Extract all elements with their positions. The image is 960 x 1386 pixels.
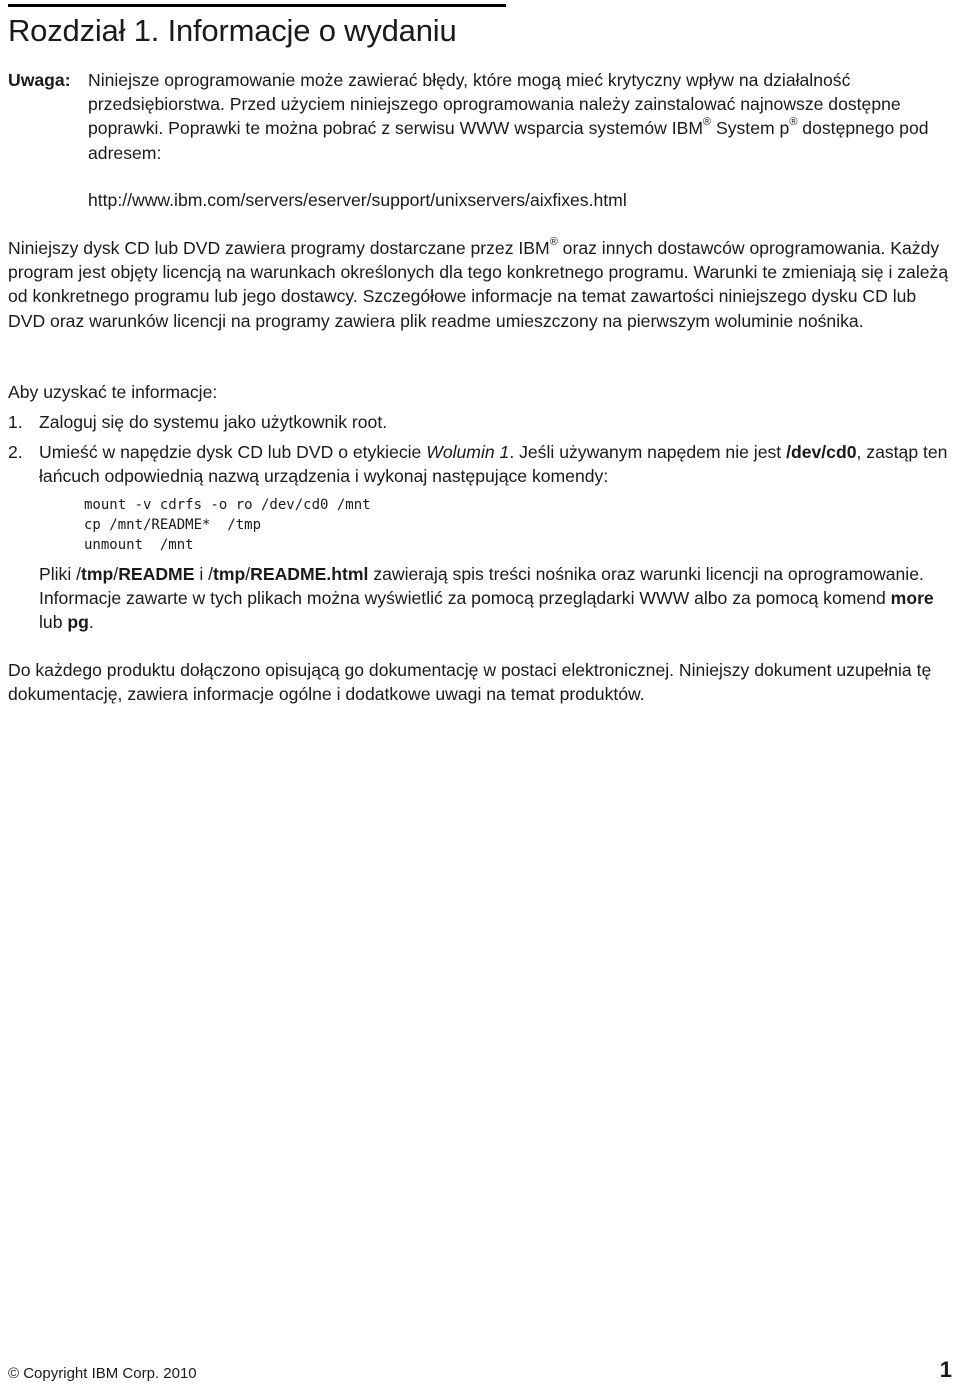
files-text: zawierają spis treści nośnika oraz warunki licencji na oprogramowanie. Informacje zawarte w tych plikach można wyświetlić za pomocą przeglądarki WWW albo za pomocą komend bbox=[39, 564, 924, 609]
step-number: 2. bbox=[8, 442, 23, 462]
paragraph-documentation: Do każdego produktu dołączono opisującą go dokumentację w postaci elektronicznej. Niniejszy dokument uzupełnia tę dokumentację, zawiera informacje ogólne i dodatkowe uwagi na temat produktów. bbox=[8, 660, 932, 705]
files-bold: pg bbox=[67, 612, 89, 633]
files-text: / bbox=[245, 564, 251, 584]
step-2 bbox=[8, 440, 958, 488]
note-label: Uwaga: bbox=[8, 70, 71, 90]
files-bold: tmp bbox=[81, 564, 114, 584]
page-number: 1 bbox=[939, 1357, 952, 1382]
files-bold: README bbox=[118, 564, 195, 584]
step-text: Zaloguj się do systemu jako użytkownik root. bbox=[39, 412, 388, 432]
paragraph-cd-contents bbox=[8, 236, 958, 333]
volume-label: Wolumin 1 bbox=[426, 442, 510, 462]
step-number: 1. bbox=[8, 412, 23, 432]
files-bold: tmp bbox=[213, 564, 246, 584]
files-bold: README.html bbox=[250, 564, 369, 584]
fixes-url[interactable]: http://www.ibm.com/servers/eserver/support/unixservers/aixfixes.html bbox=[88, 190, 627, 210]
files-text: / bbox=[113, 564, 119, 584]
device-name: /dev/cd0 bbox=[786, 442, 857, 462]
note-text-a: Niniejsze oprogramowanie może zawierać błędy, które mogą mieć krytyczny wpływ na działalność przedsiębiorstwa. Przed użyciem niniejszego oprogramowania należy zainstalować najnowsze dostępne poprawki. Poprawki te można pobrać z serwisu WWW wsparcia systemów IBM bbox=[88, 70, 901, 139]
files-text: . bbox=[88, 612, 94, 633]
files-text: lub bbox=[39, 612, 68, 633]
note-text-b: System p bbox=[711, 118, 790, 139]
registered-mark: ® bbox=[702, 116, 712, 129]
note-block bbox=[8, 68, 953, 165]
command-code-block: mount -v cdrfs -o ro /dev/cd0 /mnt cp /mnt/README* /tmp unmount /mnt bbox=[84, 497, 371, 553]
step2-text-a: Umieść w napędzie dysk CD lub DVD o etykiecie bbox=[39, 442, 427, 462]
registered-mark: ® bbox=[789, 116, 798, 129]
note-text-c: dostępnego pod adresem: bbox=[88, 118, 929, 163]
paragraph1-text-a: Niniejszy dysk CD lub DVD zawiera programy dostarczane przez IBM bbox=[8, 238, 550, 258]
step-1 bbox=[8, 410, 387, 434]
paragraph-readme-files bbox=[39, 562, 954, 635]
chapter-header bbox=[8, 4, 506, 49]
files-bold: more bbox=[890, 588, 934, 609]
paragraph1-text-b: oraz innych dostawców oprogramowania. Każdy program jest objęty licencją na warunkach określonych dla tego konkretnego programu. Warunki te zmieniają się i zależą od konkretnego programu lub jego dostawcy. Szczegółowe informacje na temat zawartości niniejszego dysku CD lub DVD oraz warunków licencji na programy zawiera plik readme umieszczony na pierwszym woluminie nośnika. bbox=[8, 238, 949, 331]
registered-mark: ® bbox=[549, 236, 558, 248]
paragraph-instructions-intro: Aby uzyskać te informacje: bbox=[8, 382, 218, 402]
files-text: i / bbox=[194, 564, 214, 584]
step2-text-b: . Jeśli używanym napędem nie jest bbox=[509, 442, 787, 462]
files-text: Pliki / bbox=[39, 564, 82, 584]
note-text bbox=[88, 68, 953, 165]
step2-text-c: , zastąp ten łańcuch odpowiednią nazwą urządzenia i wykonaj następujące komendy: bbox=[39, 442, 948, 487]
chapter-title: Rozdział 1. Informacje o wydaniu bbox=[8, 13, 457, 48]
copyright-notice: © Copyright IBM Corp. 2010 bbox=[8, 1365, 197, 1382]
step-text bbox=[39, 440, 958, 488]
